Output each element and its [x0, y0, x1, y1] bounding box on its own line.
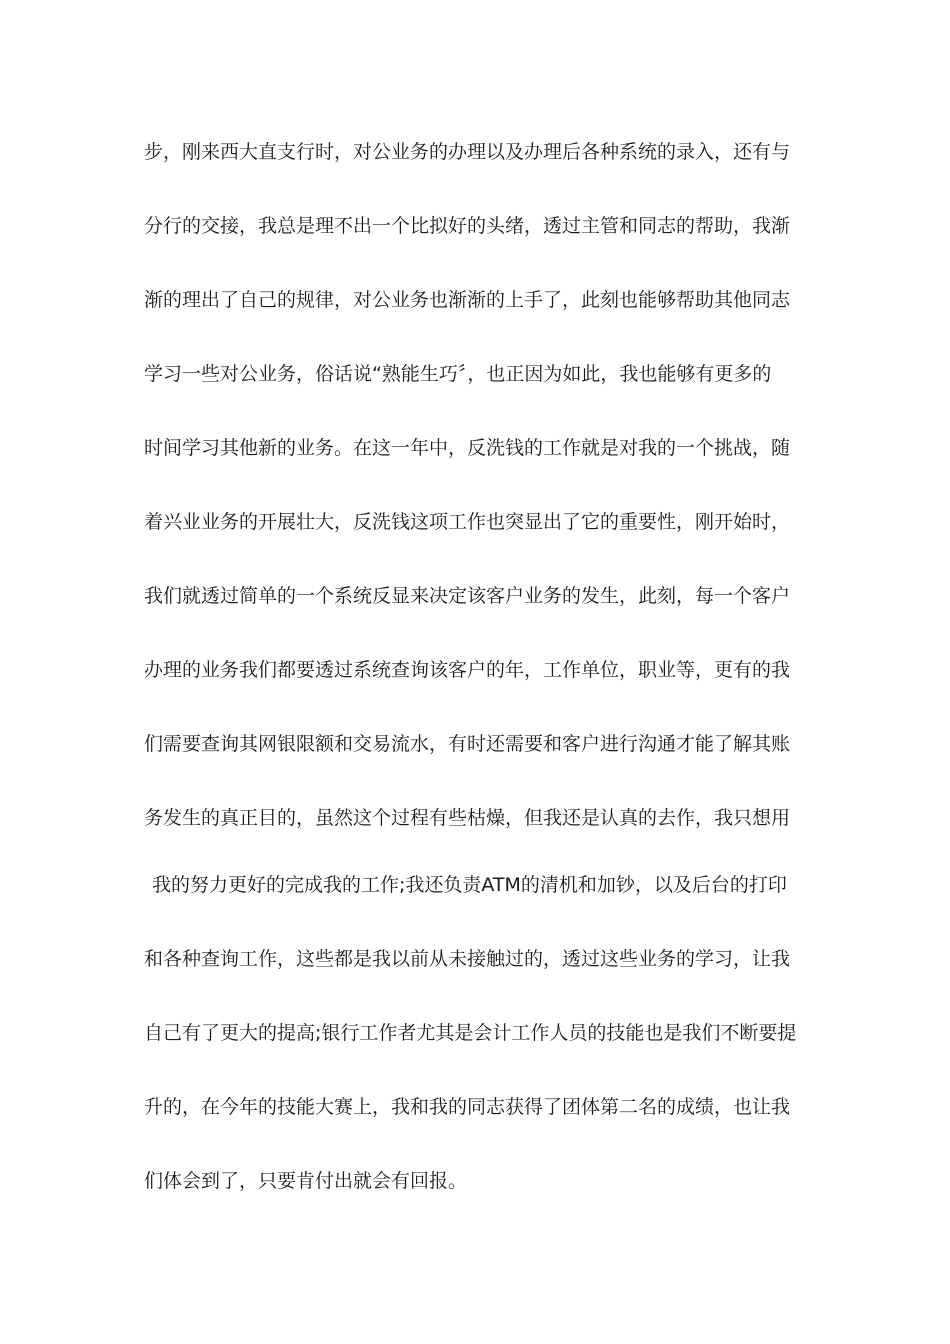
text-line: 们体会到了，只要肯付出就会有回报。 [144, 1170, 468, 1192]
text-line: 渐的理出了自己的规律，对公业务也渐渐的上手了，此刻也能够帮助其他同志 [144, 289, 791, 311]
text-line: 自己有了更大的提高;银行工作者尤其是会计工作人员的技能也是我们不断要提 [144, 1022, 797, 1044]
text-line: 升的，在今年的技能大赛上，我和我的同志获得了团体第二名的成绩，也让我 [144, 1096, 791, 1118]
text-line: 步，刚来西大直支行时，对公业务的办理以及办理后各种系统的录入，还有与 [144, 141, 791, 163]
text-line: 学习一些对公业务，俗话说“熟能生巧〞，也正因为如此，我也能够有更多的 [144, 363, 772, 385]
text-line: 分行的交接，我总是理不出一个比拟好的头绪，透过主管和同志的帮助，我渐 [144, 215, 791, 237]
text-line: 办理的业务我们都要透过系统查询该客户的年，工作单位，职业等，更有的我 [144, 659, 791, 681]
text-line: 我们就透过简单的一个系统反显来决定该客户业务的发生，此刻，每一个客户 [144, 585, 791, 607]
text-line: 们需要查询其网银限额和交易流水，有时还需要和客户进行沟通才能了解其账 [144, 733, 791, 755]
text-line: 着兴业业务的开展壮大，反洗钱这项工作也突显出了它的重要性，刚开始时， [144, 511, 791, 533]
text-line: 务发生的真正目的，虽然这个过程有些枯燥，但我还是认真的去作，我只想用 [144, 807, 791, 829]
text-line: 和各种查询工作，这些都是我以前从未接触过的，透过这些业务的学习，让我 [144, 948, 791, 970]
text-line: 我的努力更好的完成我的工作;我还负责ATM的清机和加钞，以及后台的打印 [152, 874, 787, 896]
text-line: 时间学习其他新的业务。在这一年中，反洗钱的工作就是对我的一个挑战，随 [144, 437, 791, 459]
